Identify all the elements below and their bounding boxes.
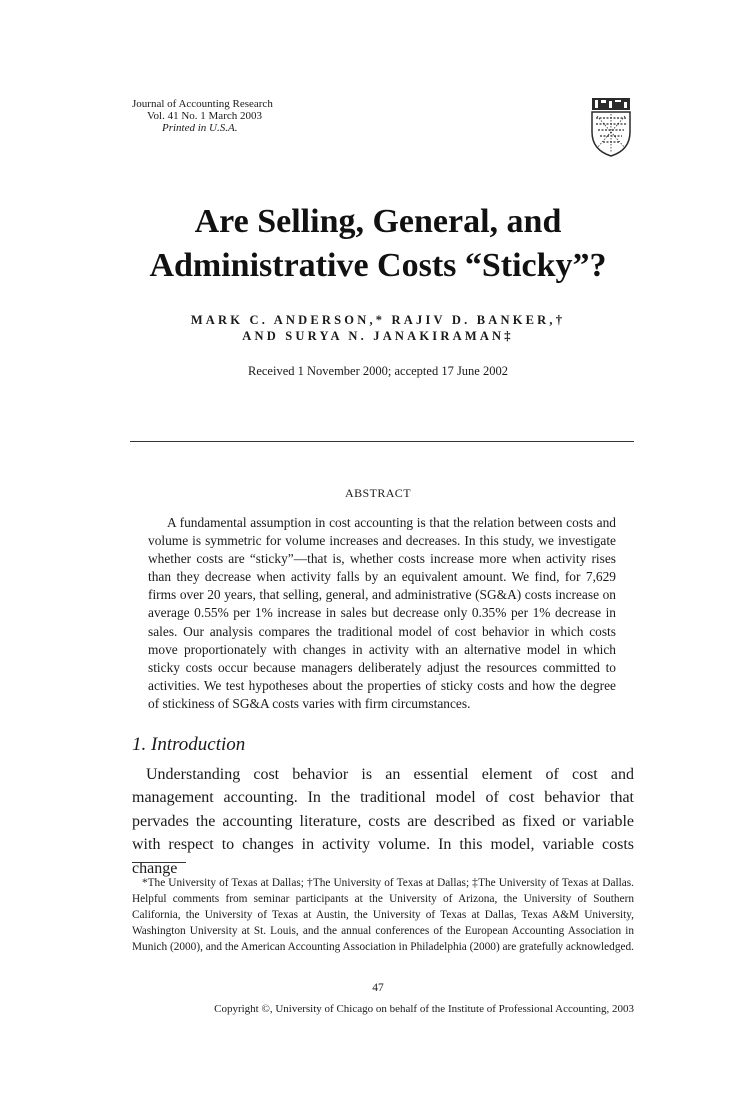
journal-volume: Vol. 41 No. 1 March 2003 bbox=[147, 110, 262, 122]
abstract-text: A fundamental assumption in cost accounting is that the relation between costs and volume is symmetric for volume increases and decreases. In this study, we investigate whether costs are “sticky”—that is, whether costs increase more when activity rises than they decrease when activity falls by an equivalent amount. We find, for 7,629 firms over 20 years, that selling, general, and administrative (SG&A) costs increase on average 0.55% per 1% increase in sales but decrease only 0.35% per 1% decrease in sales. Our analysis compares the traditional model of cost behavior in which costs move proportionately with changes in activity with an alternative model in which sticky costs occur because managers deliberately adjust the resources committed to activities. We test hypotheses about the properties of sticky costs and how the degree of stickiness of SG&A costs varies with firm circumstances. bbox=[148, 515, 616, 711]
header-divider bbox=[130, 441, 634, 442]
title-line-1: Are Selling, General, and bbox=[194, 203, 562, 240]
journal-name: Journal of Accounting Research bbox=[132, 98, 273, 110]
received-dates: Received 1 November 2000; accepted 17 June 2002 bbox=[248, 364, 508, 378]
authors-line-2: AND SURYA N. JANAKIRAMAN‡ bbox=[242, 329, 514, 343]
abstract-heading: ABSTRACT bbox=[345, 486, 411, 500]
section-heading: 1. Introduction bbox=[132, 734, 246, 755]
footnote-text: *The University of Texas at Dallas; †The University of Texas at Dallas; ‡The University of Texas at Dallas. Helpful comments from seminar participants at the University of Arizona, the University of Southern California, the University of Texas at Austin, the University of Texas at Dallas, Texas A&M University, Washington University at St. Louis, and the annual conferences of the European Accounting Association in Munich (2000), and the American Accounting Association in Philadelphia (2000) are gratefully acknowledged. bbox=[132, 877, 634, 953]
page-number: 47 bbox=[372, 982, 384, 994]
journal-info bbox=[132, 98, 273, 134]
authors-line-1: MARK C. ANDERSON,* RAJIV D. BANKER,† bbox=[190, 313, 566, 327]
printed-location: Printed in U.S.A. bbox=[162, 122, 238, 134]
copyright-notice: Copyright ©, University of Chicago on behalf of the Institute of Professional Accounting, 2003 bbox=[214, 1003, 634, 1015]
paper-title bbox=[0, 200, 756, 288]
university-crest-icon bbox=[588, 96, 634, 158]
author-list bbox=[0, 312, 756, 344]
title-line-2: Administrative Costs “Sticky”? bbox=[149, 247, 607, 284]
footnote-divider bbox=[132, 862, 186, 863]
intro-paragraph: Understanding cost behavior is an essential element of cost and management accounting. In the traditional model of cost behavior that pervades the accounting literature, costs are described as fixed or variable with respect to changes in activity volume. In this model, variable costs change bbox=[132, 766, 634, 877]
